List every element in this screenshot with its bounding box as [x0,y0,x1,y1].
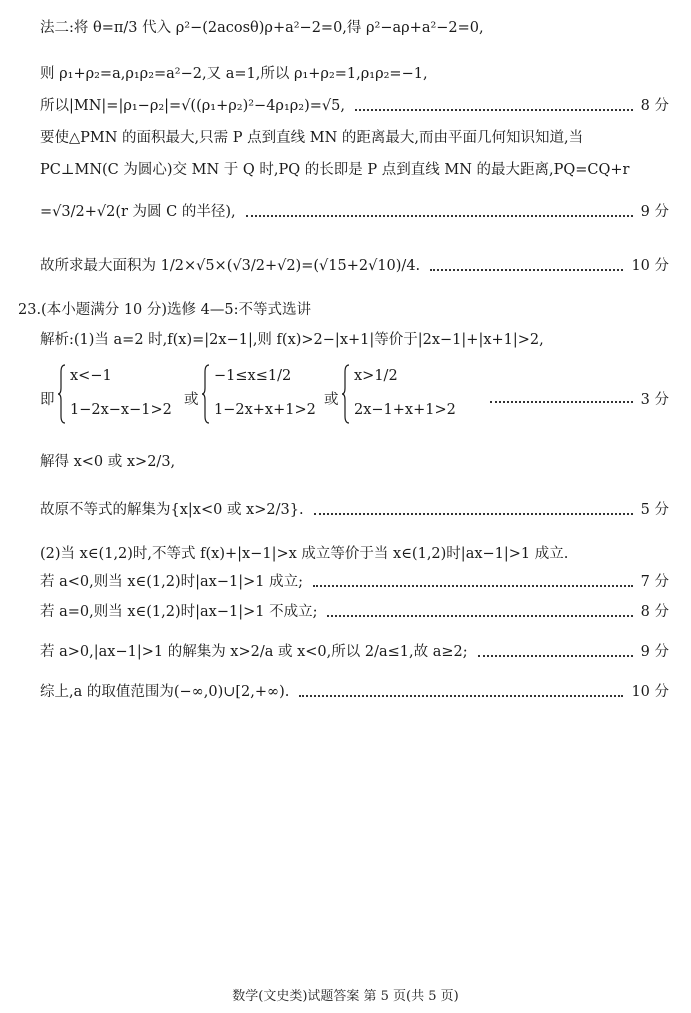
line-text: 所以|MN|=|ρ₁−ρ₂|=√((ρ₁+ρ₂)²−4ρ₁ρ₂)=√5, [40,98,345,114]
left-brace-icon [202,364,210,424]
solution-line-1 [40,20,669,37]
solution-line-15 [40,644,669,661]
line-text: 法二:将 θ=π/3 代入 ρ²−(2acosθ)ρ+a²−2=0,得 ρ²−aρ+a²−2=0, [40,20,484,36]
solution-line-12 [40,546,669,563]
question-23-header [18,302,669,319]
or-label-2: 或 [324,392,339,408]
line-text: 若 a=0,则当 x∈(1,2)时|ax−1|>1 不成立; [40,604,318,620]
line-text: 若 a>0,|ax−1|>1 的解集为 x>2/a 或 x<0,所以 2/a≤1,故 a≥2; [40,644,468,660]
solution-line-10 [40,454,669,471]
line-text: 若 a<0,则当 x∈(1,2)时|ax−1|>1 成立; [40,574,303,590]
solution-line-7 [40,258,669,275]
system-1-row-2: 1−2x−x−1>2 [70,402,172,418]
score-label: 5 分 [640,502,669,518]
score-label: 10 分 [631,684,669,700]
line-text: PC⊥MN(C 为圆心)交 MN 于 Q 时,PQ 的长即是 P 点到直线 MN 的最大距离,PQ=CQ+r [40,162,630,178]
leader-dots [313,585,633,587]
leader-dots [314,513,633,515]
leader-dots [355,109,633,111]
page-footer: 数学(文史类)试题答案 第 5 页(共 5 页) [232,989,459,1004]
solution-line-13 [40,574,669,591]
score-label: 10 分 [631,258,669,274]
solution-line-9 [40,332,669,349]
left-brace-icon [342,364,350,424]
score-label: 7 分 [640,574,669,590]
solution-line-3 [40,98,669,115]
line-text: 故原不等式的解集为{x|x<0 或 x>2/3}. [40,502,304,518]
system-3-row-2: 2x−1+x+1>2 [354,402,456,418]
leader-dots [246,215,633,217]
system-3-row-1: x>1/2 [354,368,398,384]
solution-line-16 [40,684,669,701]
score-label: 9 分 [640,644,669,660]
score-label: 3 分 [640,392,669,408]
solution-line-5 [40,162,669,179]
solution-line-4 [40,130,669,147]
line-text: 解析:(1)当 a=2 时,f(x)=|2x−1|,则 f(x)>2−|x+1|等价于|2x−1|+|x+1|>2, [40,332,544,348]
leader-dots [490,401,633,403]
solution-line-11 [40,502,669,519]
solution-line-2 [40,66,669,83]
score-label: 8 分 [640,604,669,620]
prefix-label: 即 [40,392,55,408]
line-text: =√3/2+√2(r 为圆 C 的半径), [40,204,236,220]
system-2-row-1: −1≤x≤1/2 [214,368,292,384]
leader-dots [430,269,623,271]
system-1-row-1: x<−1 [70,368,112,384]
left-brace-icon [58,364,66,424]
system-2-row-2: 1−2x+x+1>2 [214,402,316,418]
solution-line-14 [40,604,669,621]
leader-dots [478,655,633,657]
or-label-1: 或 [184,392,199,408]
line-text: 23.(本小题满分 10 分)选修 4—5:不等式选讲 [18,302,311,318]
line-text: 综上,a 的取值范围为(−∞,0)∪[2,+∞). [40,684,290,700]
leader-dots [327,615,632,617]
inequality-systems-row [40,364,669,430]
line-text: (2)当 x∈(1,2)时,不等式 f(x)+|x−1|>x 成立等价于当 x∈(1,2)时|ax−1|>1 成立. [40,546,569,562]
line-text: 故所求最大面积为 1/2×√5×(√3/2+√2)=(√15+2√10)/4. [40,258,421,274]
score-label: 8 分 [640,98,669,114]
line-text: 则 ρ₁+ρ₂=a,ρ₁ρ₂=a²−2,又 a=1,所以 ρ₁+ρ₂=1,ρ₁ρ₂=−1, [40,66,428,82]
line-text: 要使△PMN 的面积最大,只需 P 点到直线 MN 的距离最大,而由平面几何知识知道,当 [40,130,584,146]
line-text: 解得 x<0 或 x>2/3, [40,454,176,470]
systems-score-tail [480,388,669,409]
leader-dots [299,695,623,697]
score-label: 9 分 [640,204,669,220]
solution-line-6 [40,204,669,221]
